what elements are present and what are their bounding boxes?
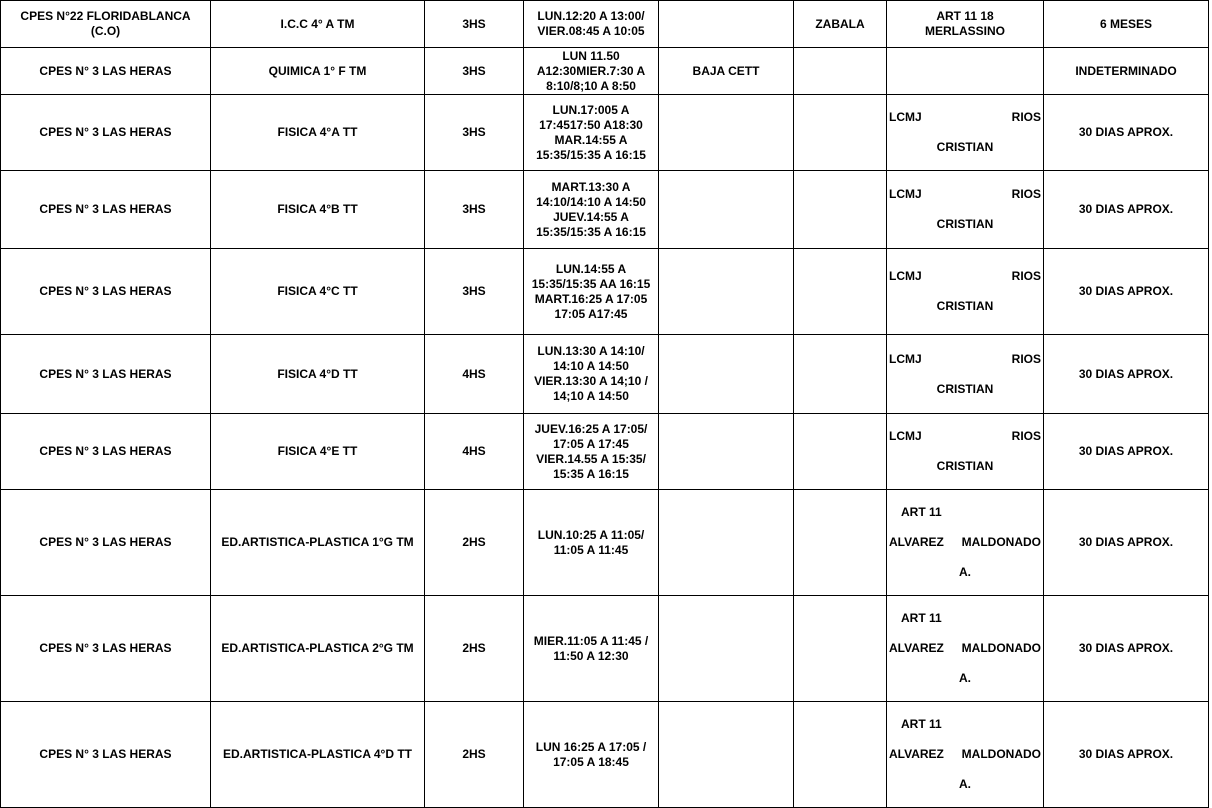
table-row — [1, 414, 1209, 490]
remarks-surname: ALVAREZ — [889, 747, 944, 761]
school-cell: CPES N° 3 LAS HERAS — [1, 95, 211, 171]
school-cell: CPES N°22 FLORIDABLANCA (C.O) — [1, 1, 211, 48]
duration-cell: 6 MESES — [1044, 1, 1209, 48]
remarks-surname-2: MALDONADO — [961, 641, 1041, 655]
remarks-surname: RIOS — [1011, 187, 1041, 201]
remarks-article: ART 11 — [901, 611, 942, 625]
remarks-cell — [887, 702, 1044, 808]
duration-cell: 30 DIAS APROX. — [1044, 335, 1209, 414]
hours-cell: 4HS — [425, 414, 524, 490]
school-cell: CPES N° 3 LAS HERAS — [1, 702, 211, 808]
status-cell: BAJA CETT — [659, 48, 794, 95]
teacher-cell — [794, 702, 887, 808]
teacher-cell: ZABALA — [794, 1, 887, 48]
duration-cell: 30 DIAS APROX. — [1044, 95, 1209, 171]
remarks-surname: ALVAREZ — [889, 535, 944, 549]
status-cell — [659, 95, 794, 171]
schedule-cell: LUN 16:25 A 17:05 / 17:05 A 18:45 — [524, 702, 659, 808]
status-cell — [659, 249, 794, 335]
table-row — [1, 596, 1209, 702]
school-cell: CPES N° 3 LAS HERAS — [1, 490, 211, 596]
hours-cell: 3HS — [425, 48, 524, 95]
schedule-cell: LUN.10:25 A 11:05/ 11:05 A 11:45 — [524, 490, 659, 596]
subject-cell: FISICA 4°C TT — [211, 249, 425, 335]
hours-cell: 2HS — [425, 702, 524, 808]
subject-cell: QUIMICA 1° F TM — [211, 48, 425, 95]
remarks-firstname: CRISTIAN — [936, 217, 994, 231]
remarks-cell — [887, 596, 1044, 702]
duration-cell: 30 DIAS APROX. — [1044, 702, 1209, 808]
table-row — [1, 171, 1209, 249]
hours-cell: 3HS — [425, 171, 524, 249]
teacher-cell — [794, 249, 887, 335]
subject-cell: ED.ARTISTICA-PLASTICA 4°D TT — [211, 702, 425, 808]
remarks-cell — [887, 414, 1044, 490]
remarks-code: LCMJ — [889, 351, 922, 366]
remarks-firstname: CRISTIAN — [936, 381, 994, 396]
remarks-cell — [887, 490, 1044, 596]
teacher-cell — [794, 95, 887, 171]
remarks-article: ART 11 — [901, 717, 942, 731]
remarks-cell — [887, 95, 1044, 171]
remarks-surname: RIOS — [1011, 269, 1041, 283]
remarks-surname: ALVAREZ — [889, 641, 944, 655]
school-cell: CPES N° 3 LAS HERAS — [1, 171, 211, 249]
hours-cell: 4HS — [425, 335, 524, 414]
teacher-cell — [794, 490, 887, 596]
duration-cell: 30 DIAS APROX. — [1044, 490, 1209, 596]
table-row — [1, 490, 1209, 596]
remarks-surname-2: MALDONADO — [961, 535, 1041, 549]
duration-cell: 30 DIAS APROX. — [1044, 414, 1209, 490]
school-cell: CPES N° 3 LAS HERAS — [1, 48, 211, 95]
teacher-cell — [794, 335, 887, 414]
remarks-code: LCMJ — [889, 110, 922, 124]
table-row — [1, 249, 1209, 335]
status-cell — [659, 335, 794, 414]
remarks-surname: RIOS — [1011, 429, 1041, 443]
remarks-cell — [887, 48, 1044, 95]
status-cell — [659, 171, 794, 249]
schedule-cell: LUN.14:55 A 15:35/15:35 AA 16:15 MART.16:25 A 17:05 17:05 A17:45 — [524, 249, 659, 335]
status-cell — [659, 596, 794, 702]
remarks-initial: A. — [959, 565, 971, 579]
schedule-cell: JUEV.16:25 A 17:05/ 17:05 A 17:45 VIER.14.55 A 15:35/ 15:35 A 16:15 — [524, 414, 659, 490]
remarks-code: LCMJ — [889, 187, 922, 201]
remarks-initial: A. — [959, 777, 971, 791]
schedule-cell: MIER.11:05 A 11:45 / 11:50 A 12:30 — [524, 596, 659, 702]
subject-cell: FISICA 4°A TT — [211, 95, 425, 171]
table-row — [1, 335, 1209, 414]
hours-cell: 3HS — [425, 95, 524, 171]
table-row — [1, 1, 1209, 48]
subject-cell: FISICA 4°B TT — [211, 171, 425, 249]
status-cell — [659, 1, 794, 48]
remarks-article: ART 11 — [901, 505, 942, 519]
remarks-firstname: CRISTIAN — [936, 140, 994, 154]
subject-cell: FISICA 4°E TT — [211, 414, 425, 490]
remarks-cell — [887, 249, 1044, 335]
duration-cell: 30 DIAS APROX. — [1044, 596, 1209, 702]
schedule-cell: LUN.17:005 A 17:4517:50 A18:30 MAR.14:55 A 15:35/15:35 A 16:15 — [524, 95, 659, 171]
hours-cell: 2HS — [425, 596, 524, 702]
status-cell — [659, 490, 794, 596]
school-cell: CPES N° 3 LAS HERAS — [1, 414, 211, 490]
schedule-cell: MART.13:30 A 14:10/14:10 A 14:50 JUEV.14:55 A 15:35/15:35 A 16:15 — [524, 171, 659, 249]
school-cell: CPES N° 3 LAS HERAS — [1, 596, 211, 702]
remarks-cell — [887, 335, 1044, 414]
remarks-cell: ART 11 18 MERLASSINO — [887, 1, 1044, 48]
remarks-firstname: CRISTIAN — [936, 299, 994, 313]
table-row — [1, 702, 1209, 808]
remarks-surname: RIOS — [1011, 110, 1041, 124]
table-row — [1, 95, 1209, 171]
remarks-cell — [887, 171, 1044, 249]
duration-cell: 30 DIAS APROX. — [1044, 249, 1209, 335]
remarks-surname-2: MALDONADO — [961, 747, 1041, 761]
remarks-initial: A. — [959, 671, 971, 685]
teacher-cell — [794, 414, 887, 490]
status-cell — [659, 414, 794, 490]
schedule-cell: LUN.12:20 A 13:00/ VIER.08:45 A 10:05 — [524, 1, 659, 48]
school-cell: CPES N° 3 LAS HERAS — [1, 249, 211, 335]
subject-cell: FISICA 4°D TT — [211, 335, 425, 414]
remarks-firstname: CRISTIAN — [936, 459, 994, 473]
teacher-cell — [794, 171, 887, 249]
hours-cell: 3HS — [425, 1, 524, 48]
schedule-cell: LUN 11.50 A12:30MIER.7:30 A 8:10/8;10 A 8:50 — [524, 48, 659, 95]
remarks-surname: RIOS — [1011, 351, 1041, 366]
schedule-cell: LUN.13:30 A 14:10/ 14:10 A 14:50 VIER.13:30 A 14;10 / 14;10 A 14:50 — [524, 335, 659, 414]
remarks-code: LCMJ — [889, 429, 922, 443]
duration-cell: INDETERMINADO — [1044, 48, 1209, 95]
subject-cell: ED.ARTISTICA-PLASTICA 1°G TM — [211, 490, 425, 596]
teacher-cell — [794, 596, 887, 702]
remarks-code: LCMJ — [889, 269, 922, 283]
duration-cell: 30 DIAS APROX. — [1044, 171, 1209, 249]
hours-cell: 3HS — [425, 249, 524, 335]
status-cell — [659, 702, 794, 808]
hours-cell: 2HS — [425, 490, 524, 596]
school-cell: CPES N° 3 LAS HERAS — [1, 335, 211, 414]
subject-cell: ED.ARTISTICA-PLASTICA 2°G TM — [211, 596, 425, 702]
table-row — [1, 48, 1209, 95]
subject-cell: I.C.C 4° A TM — [211, 1, 425, 48]
teacher-cell — [794, 48, 887, 95]
